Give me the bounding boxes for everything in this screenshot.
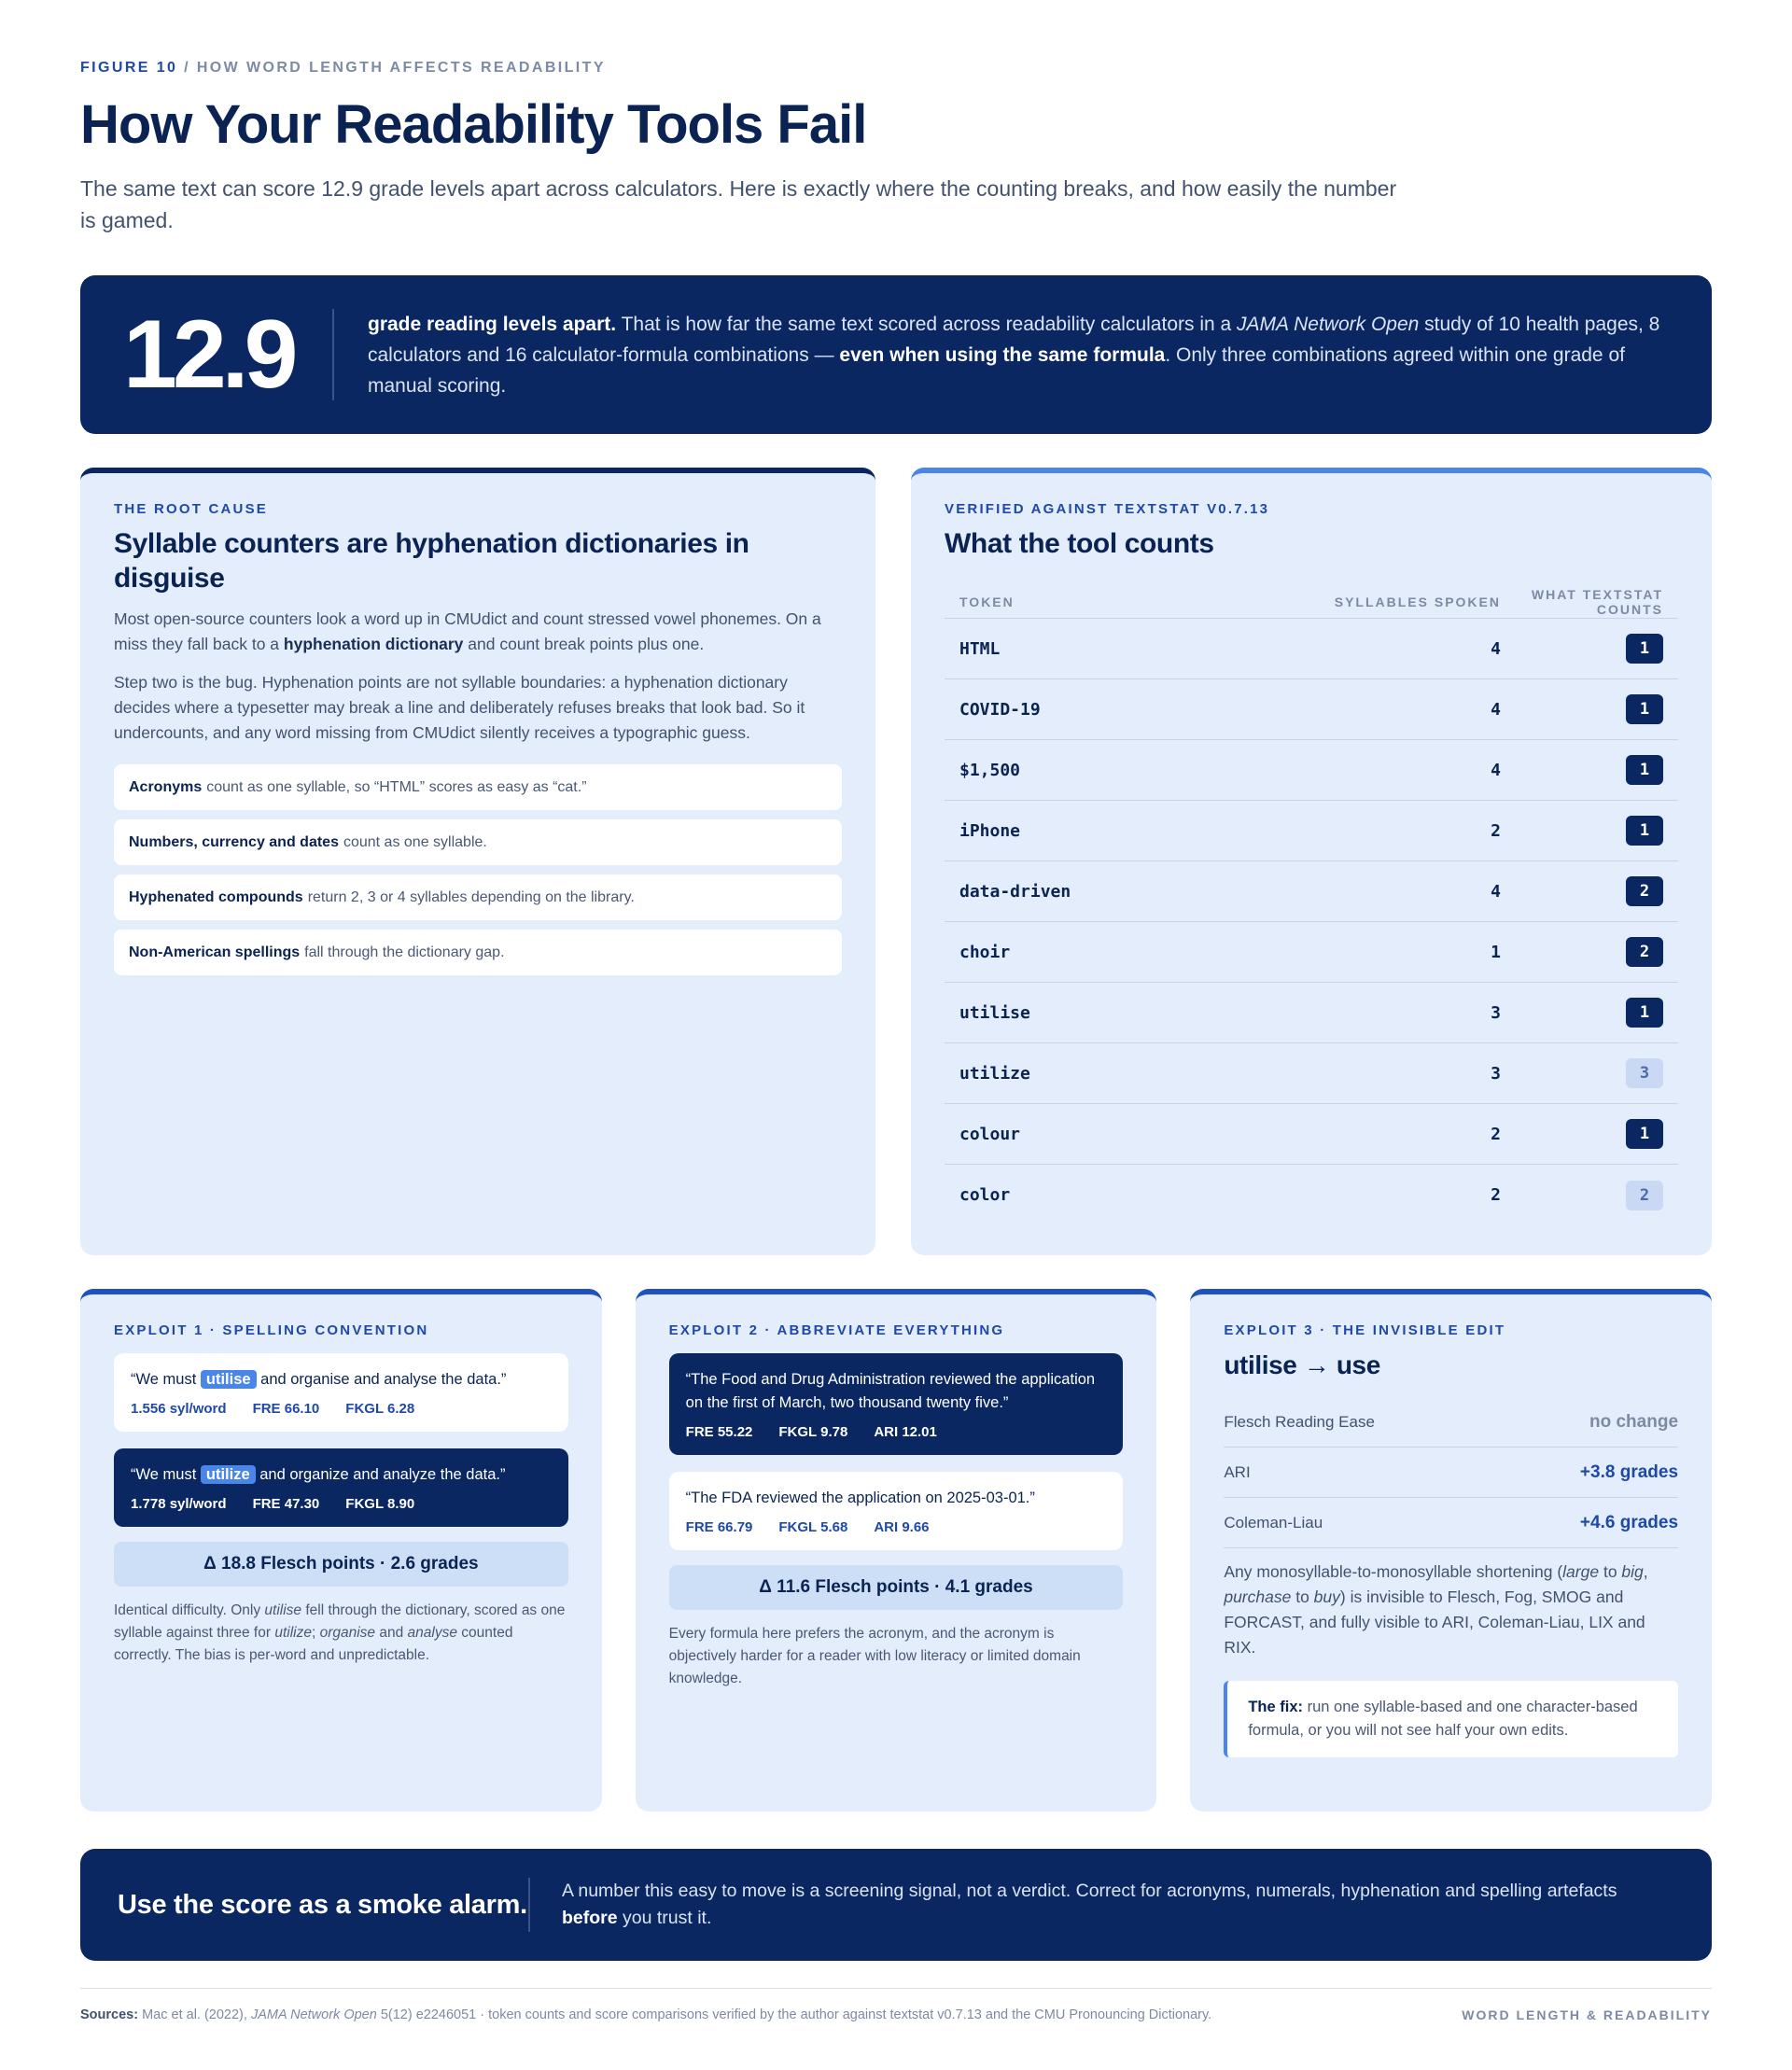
quote-abbreviated <box>669 1472 1124 1550</box>
hero-journal: JAMA Network Open <box>1237 313 1420 335</box>
takeaway-part: you trust it. <box>617 1908 712 1928</box>
hero-divider <box>332 309 334 400</box>
note-part: Identical difficulty. Only <box>114 1602 265 1618</box>
spoken-cell: 4 <box>1491 638 1501 659</box>
metric: 1.556 syl/word <box>131 1401 227 1417</box>
takeaway-title: Use the score as a smoke alarm. <box>118 1889 527 1920</box>
pill-text: return 2, 3 or 4 syllables depending on the library. <box>307 888 635 905</box>
figure-topic: / HOW WORD LENGTH AFFECTS READABILITY <box>184 60 606 76</box>
table-row <box>945 983 1678 1043</box>
sources-part: 5(12) e2246051 · token counts and score comparisons verified by the author against textstat v0.7.13 and the CMU Pronouncing Dictionary. <box>376 2007 1212 2022</box>
table-row <box>945 922 1678 983</box>
spoken-cell: 4 <box>1491 699 1501 720</box>
table-row <box>945 801 1678 861</box>
token-cell: data-driven <box>959 881 1071 902</box>
note-part: and <box>375 1625 408 1641</box>
metric-list <box>1224 1397 1678 1548</box>
metric: 1.778 syl/word <box>131 1496 227 1512</box>
table-row <box>945 619 1678 679</box>
card-kicker: EXPLOIT 3 · THE INVISIBLE EDIT <box>1224 1322 1506 1338</box>
table-body <box>945 619 1678 1225</box>
metric: FKGL 9.78 <box>778 1424 848 1440</box>
spoken-cell: 2 <box>1491 1185 1501 1205</box>
note-italic: large <box>1562 1562 1600 1581</box>
note-italic: buy <box>1313 1587 1340 1606</box>
metric: FRE 47.30 <box>252 1496 320 1512</box>
token-cell: COVID-19 <box>959 699 1041 720</box>
quote-post: and organise and analyse the data.” <box>256 1371 507 1388</box>
metric-row <box>1224 1498 1678 1548</box>
hero-text-2: study of 10 health pages, 8 calculators and 16 calculator-formula combinations — <box>368 313 1660 366</box>
exploit-note <box>114 1600 568 1667</box>
para1-a: Most open-source counters look a word up in CMUdict and count stressed vowel phonemes. On a miss they fall back to a <box>114 609 821 653</box>
failure-item-numbers <box>114 819 842 865</box>
quote-metrics <box>131 1401 552 1417</box>
highlight-word: utilise <box>201 1370 257 1389</box>
note-part: counted correctly. The bias is per-word and unpredictable. <box>114 1625 513 1663</box>
sources-tag: WORD LENGTH & READABILITY <box>1462 2007 1712 2022</box>
metric-value: no change <box>1589 1411 1679 1432</box>
quote-text <box>131 1463 552 1487</box>
token-cell: color <box>959 1185 1011 1205</box>
para1-b: and count break points plus one. <box>463 635 705 653</box>
note-italic: purchase <box>1224 1587 1292 1606</box>
metric: FRE 66.10 <box>252 1401 320 1417</box>
quote-pre: “We must <box>131 1371 201 1388</box>
quote-british <box>114 1353 568 1432</box>
table-row <box>945 1104 1678 1165</box>
hero-text-3: . Only three combinations agreed within one grade of manual scoring. <box>368 343 1625 397</box>
token-cell: utilise <box>959 1002 1030 1023</box>
pill-bold: Numbers, currency and dates <box>129 833 339 850</box>
fix-text: run one syllable-based and one character-based formula, or you will not see half your own edits. <box>1248 1699 1638 1739</box>
pill-text: count as one syllable, so “HTML” scores as easy as “cat.” <box>206 778 587 795</box>
pill-text: fall through the dictionary gap. <box>304 944 505 960</box>
token-cell: colour <box>959 1124 1021 1144</box>
hero-emphasis: even when using the same formula <box>839 343 1166 366</box>
table-row <box>945 679 1678 740</box>
metric: FKGL 8.90 <box>345 1496 415 1512</box>
failure-item-acronyms <box>114 764 842 810</box>
exploit-note: Every formula here prefers the acronym, and the acronym is objectively harder for a reader with low literacy or limited domain knowledge. <box>668 1626 1081 1686</box>
row-exploits <box>80 1289 1712 1811</box>
metric-row <box>1224 1448 1678 1498</box>
quote-spelled-out <box>669 1353 1124 1455</box>
spoken-cell: 3 <box>1491 1063 1501 1084</box>
card-kicker: EXPLOIT 2 · ABBREVIATE EVERYTHING <box>668 1322 1005 1338</box>
metric: FRE 66.79 <box>685 1519 753 1535</box>
card-title: Syllable counters are hyphenation dictionaries in disguise <box>114 528 749 594</box>
pill-bold: Non-American spellings <box>129 944 301 960</box>
hero-number: 12.9 <box>123 300 294 409</box>
count-badge: 1 <box>1626 755 1663 785</box>
metric-label: Flesch Reading Ease <box>1224 1412 1375 1431</box>
metric: ARI 9.66 <box>874 1519 930 1535</box>
note-part: to <box>1599 1562 1622 1581</box>
spoken-cell: 2 <box>1491 1124 1501 1144</box>
figure-kicker <box>80 60 1712 77</box>
pill-bold: Acronyms <box>129 778 203 795</box>
sources-label: Sources: <box>80 2007 139 2022</box>
highlight-word: utilize <box>201 1465 256 1484</box>
tool-counts-card <box>911 468 1712 1255</box>
table-row <box>945 1043 1678 1104</box>
metric-value: +3.8 grades <box>1579 1462 1679 1482</box>
para1-bold: hyphenation dictionary <box>283 635 464 653</box>
failure-item-hyphenated <box>114 874 842 920</box>
row-analysis <box>80 468 1712 1255</box>
hero-text <box>368 309 1665 401</box>
card-kicker: THE ROOT CAUSE <box>114 501 268 517</box>
quote-american <box>114 1448 568 1527</box>
takeaway-banner <box>80 1849 1712 1961</box>
note-part: , <box>1643 1562 1648 1581</box>
note-italic: analyse <box>407 1625 457 1641</box>
quote-text <box>131 1368 552 1392</box>
delta-summary: Δ 18.8 Flesch points · 2.6 grades <box>114 1542 568 1587</box>
count-badge: 1 <box>1626 694 1663 724</box>
takeaway-divider <box>528 1878 530 1932</box>
hero-lead: grade reading levels apart. <box>368 313 617 335</box>
exploit-note <box>1224 1559 1678 1660</box>
metric: FKGL 6.28 <box>345 1401 415 1417</box>
metric-row <box>1224 1397 1678 1448</box>
failure-item-spellings <box>114 930 842 975</box>
count-badge: 1 <box>1626 816 1663 846</box>
table-header <box>945 585 1678 619</box>
table-row <box>945 1165 1678 1225</box>
pill-bold: Hyphenated compounds <box>129 888 303 905</box>
table-row <box>945 740 1678 801</box>
quote-text: “The Food and Drug Administration reviewed the application on the first of March, two thousand twenty five.” <box>685 1371 1096 1411</box>
sources-part: Mac et al. (2022), <box>138 2007 251 2022</box>
card-title: What the tool counts <box>945 528 1214 559</box>
takeaway-part: A number this easy to move is a screening signal, not a verdict. Correct for acronyms, numerals, hyphenation and spelling artefacts <box>562 1881 1617 1901</box>
quote-metrics <box>686 1424 1107 1440</box>
fix-label: The fix: <box>1248 1699 1304 1715</box>
quote-post: and organize and analyze the data.” <box>255 1466 506 1483</box>
pill-text: count as one syllable. <box>343 833 487 850</box>
quote-metrics <box>686 1519 1107 1535</box>
exploit-2-card <box>636 1289 1157 1811</box>
spoken-cell: 3 <box>1491 1002 1501 1023</box>
metric: FKGL 5.68 <box>778 1519 848 1535</box>
quote-text: “The FDA reviewed the application on 2025-03-01.” <box>685 1490 1035 1506</box>
root-cause-card <box>80 468 875 1255</box>
takeaway-text <box>562 1878 1674 1932</box>
card-kicker: VERIFIED AGAINST TEXTSTAT V0.7.13 <box>945 501 1270 517</box>
exploit-3-card <box>1190 1289 1712 1811</box>
count-badge-correct: 3 <box>1626 1058 1663 1088</box>
spoken-cell: 4 <box>1491 881 1501 902</box>
exploit-1-card <box>80 1289 602 1811</box>
count-badge: 2 <box>1626 937 1663 967</box>
note-italic: utilize <box>274 1625 312 1641</box>
count-badge: 1 <box>1626 1119 1663 1149</box>
token-cell: utilize <box>959 1063 1030 1084</box>
sources-journal: JAMA Network Open <box>250 2007 377 2022</box>
hero-banner <box>80 275 1712 434</box>
root-cause-paragraph-2: Step two is the bug. Hyphenation points are not syllable boundaries: a hyphenation dictionary decides where a typesetter may break a line and deliberately refuses breaks that look bad. So it undercounts, and any word missing from CMUdict silently receives a typographic guess. <box>114 673 805 742</box>
note-italic: organise <box>319 1625 376 1641</box>
spoken-cell: 2 <box>1491 820 1501 841</box>
sources-footer <box>80 1988 1712 2022</box>
page-subtitle: The same text can score 12.9 grade levels apart across calculators. Here is exactly where the counting breaks, and how easily the number is gamed. <box>80 176 1397 232</box>
figure-label: FIGURE 10 <box>80 60 178 76</box>
header-counted: WHAT TEXTSTAT COUNTS <box>1531 586 1663 617</box>
token-cell: HTML <box>959 638 1001 659</box>
table-row <box>945 861 1678 922</box>
metric: FRE 55.22 <box>685 1424 753 1440</box>
spoken-cell: 1 <box>1491 942 1501 962</box>
page-title: How Your Readability Tools Fail <box>80 94 867 155</box>
count-badge: 1 <box>1626 998 1663 1028</box>
metric-value: +4.6 grades <box>1579 1512 1679 1532</box>
hero-text-1: That is how far the same text scored across readability calculators in a <box>616 313 1238 335</box>
quote-pre: “We must <box>131 1466 201 1483</box>
count-badge: 2 <box>1626 876 1663 906</box>
note-part: ; <box>311 1625 320 1641</box>
card-title: utilise → use <box>1224 1350 1380 1379</box>
note-italic: utilise <box>264 1602 302 1618</box>
sources-text <box>80 2007 1211 2022</box>
token-cell: $1,500 <box>959 760 1021 780</box>
root-cause-paragraph-1 <box>114 607 842 657</box>
failure-list <box>114 764 842 975</box>
card-kicker: EXPLOIT 1 · SPELLING CONVENTION <box>114 1322 429 1338</box>
metric-label: ARI <box>1224 1462 1251 1481</box>
token-cell: choir <box>959 942 1011 962</box>
metric: ARI 12.01 <box>874 1424 937 1440</box>
token-cell: iPhone <box>959 820 1021 841</box>
header-token: TOKEN <box>959 594 1015 609</box>
note-italic: big <box>1621 1562 1644 1581</box>
count-badge-correct: 2 <box>1626 1181 1663 1210</box>
note-part: fell through the dictionary, scored as one syllable against three for <box>114 1602 566 1641</box>
note-part: ) is invisible to Flesch, Fog, SMOG and FORCAST, and fully visible to ARI, Coleman-Liau, LIX and RIX. <box>1224 1587 1645 1657</box>
note-part: to <box>1291 1587 1314 1606</box>
quote-metrics <box>131 1496 552 1512</box>
header-spoken: SYLLABLES SPOKEN <box>1334 594 1501 609</box>
note-part: Any monosyllable-to-monosyllable shortening ( <box>1224 1562 1563 1581</box>
metric-label: Coleman-Liau <box>1224 1513 1323 1532</box>
count-badge: 1 <box>1626 634 1663 664</box>
takeaway-bold: before <box>562 1908 618 1928</box>
delta-summary: Δ 11.6 Flesch points · 4.1 grades <box>669 1565 1124 1610</box>
spoken-cell: 4 <box>1491 760 1501 780</box>
fix-callout <box>1224 1681 1678 1757</box>
